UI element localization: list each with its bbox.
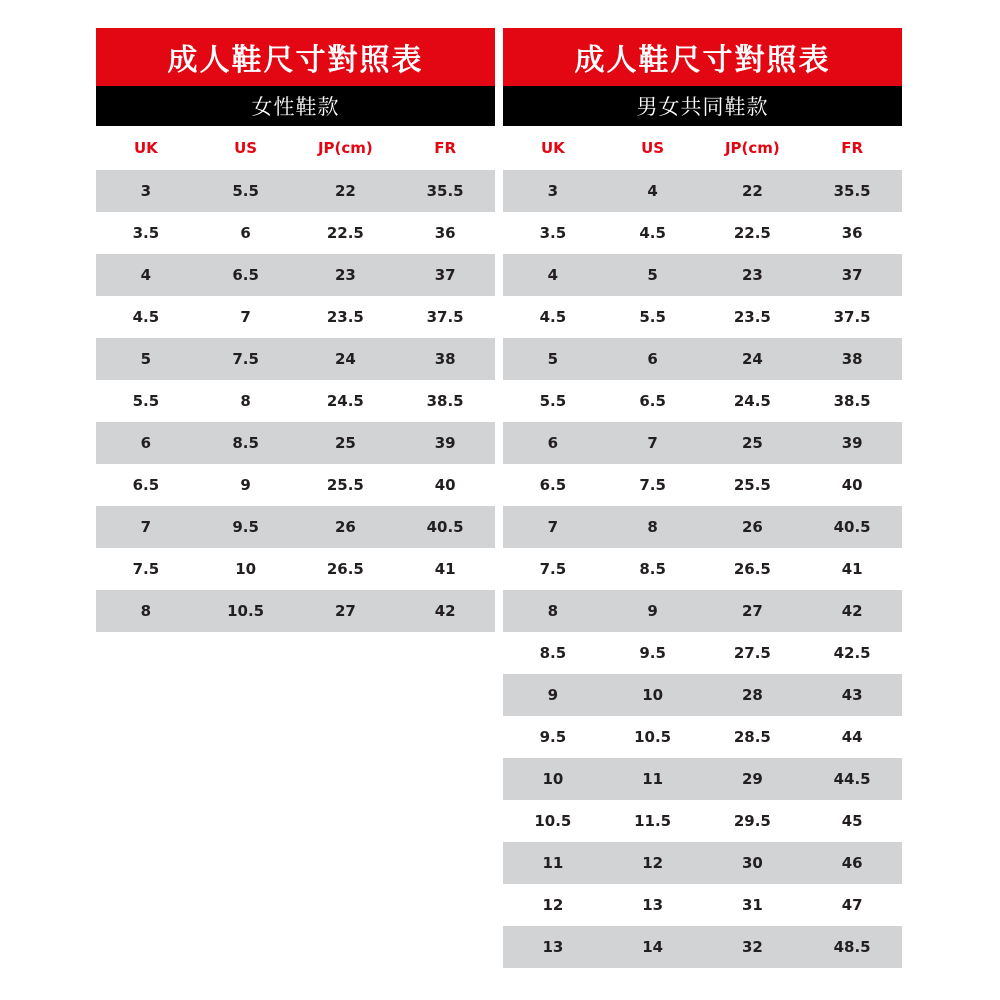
cell-fr: 42 [841, 602, 863, 620]
cell-us: 11.5 [634, 812, 672, 830]
cell-jp: 26 [334, 518, 356, 536]
table-row [503, 758, 902, 800]
table-title: 成人鞋尺寸對照表 [503, 28, 902, 86]
cell-uk: 5.5 [132, 392, 160, 410]
cell-fr: 36 [841, 224, 863, 242]
table-row [503, 800, 902, 842]
cell-jp: 23.5 [733, 308, 771, 326]
cell-jp: 29 [741, 770, 763, 788]
cell-fr: 39 [841, 434, 863, 452]
cell-jp: 27 [334, 602, 356, 620]
cell-fr: 38.5 [426, 392, 464, 410]
cell-fr: 40.5 [833, 518, 871, 536]
cell-jp: 23 [741, 266, 763, 284]
table-row [503, 842, 902, 884]
column-header-jp: JP(cm) [724, 139, 780, 157]
cell-uk: 6.5 [539, 476, 567, 494]
cell-us: 8.5 [232, 434, 259, 452]
cell-uk: 4 [140, 266, 152, 284]
table-row [503, 338, 902, 380]
table-header-row [96, 126, 495, 170]
column-header-us: US [641, 139, 665, 157]
cell-jp: 29.5 [733, 812, 771, 830]
cell-fr: 37 [434, 266, 456, 284]
cell-uk: 7.5 [539, 560, 567, 578]
table-row [503, 464, 902, 506]
table-row [503, 254, 902, 296]
column-header-uk: UK [133, 139, 158, 157]
cell-uk: 7 [140, 518, 152, 536]
cell-fr: 37 [841, 266, 863, 284]
cell-fr: 35.5 [426, 182, 464, 200]
table-row [96, 170, 495, 212]
cell-us: 8 [240, 392, 251, 410]
cell-jp: 27.5 [733, 644, 771, 662]
cell-jp: 25.5 [733, 476, 771, 494]
cell-us: 13 [642, 896, 664, 914]
cell-jp: 24.5 [733, 392, 771, 410]
cell-jp: 26.5 [326, 560, 364, 578]
cell-us: 10 [235, 560, 257, 578]
cell-us: 4 [647, 182, 658, 200]
cell-jp: 26.5 [733, 560, 771, 578]
cell-jp: 24.5 [326, 392, 364, 410]
cell-jp: 32 [741, 938, 763, 956]
cell-us: 7.5 [639, 476, 666, 494]
cell-us: 9 [240, 476, 251, 494]
table-row [503, 632, 902, 674]
cell-us: 7.5 [232, 350, 259, 368]
table-title: 成人鞋尺寸對照表 [96, 28, 495, 86]
cell-fr: 39 [434, 434, 456, 452]
cell-us: 12 [642, 854, 664, 872]
table-row [503, 716, 902, 758]
table-row [503, 884, 902, 926]
cell-uk: 4.5 [132, 308, 160, 326]
cell-fr: 46 [841, 854, 863, 872]
cell-fr: 43 [841, 686, 863, 704]
cell-uk: 9.5 [539, 728, 567, 746]
cell-us: 5.5 [639, 308, 666, 326]
cell-jp: 25.5 [326, 476, 364, 494]
table-row [503, 590, 902, 632]
cell-us: 5 [647, 266, 658, 284]
table-row [503, 296, 902, 338]
cell-uk: 4 [547, 266, 559, 284]
table-row [96, 212, 495, 254]
cell-uk: 5 [140, 350, 152, 368]
cell-jp: 30 [741, 854, 763, 872]
cell-us: 7 [240, 308, 251, 326]
cell-fr: 37.5 [426, 308, 464, 326]
cell-uk: 5.5 [539, 392, 567, 410]
cell-us: 11 [642, 770, 664, 788]
cell-fr: 38.5 [833, 392, 871, 410]
cell-uk: 10 [542, 770, 564, 788]
cell-uk: 9 [547, 686, 559, 704]
cell-fr: 36 [434, 224, 456, 242]
cell-us: 9.5 [639, 644, 666, 662]
column-header-us: US [234, 139, 258, 157]
cell-jp: 22.5 [326, 224, 364, 242]
cell-uk: 11 [542, 854, 564, 872]
cell-fr: 38 [434, 350, 456, 368]
table-subtitle: 女性鞋款 [96, 86, 495, 126]
cell-jp: 26 [741, 518, 763, 536]
cell-us: 14 [642, 938, 664, 956]
table-row [96, 422, 495, 464]
table-row [503, 380, 902, 422]
table-row [503, 548, 902, 590]
cell-uk: 4.5 [539, 308, 567, 326]
cell-jp: 22 [334, 182, 356, 200]
table-row [503, 422, 902, 464]
cell-uk: 6 [547, 434, 559, 452]
cell-fr: 41 [434, 560, 456, 578]
cell-fr: 44.5 [833, 770, 871, 788]
table-subtitle: 男女共同鞋款 [503, 86, 902, 126]
column-header-jp: JP(cm) [317, 139, 373, 157]
cell-uk: 8 [140, 602, 152, 620]
cell-us: 9.5 [232, 518, 259, 536]
cell-uk: 8 [547, 602, 559, 620]
cell-us: 4.5 [639, 224, 666, 242]
womens-size-table [96, 28, 495, 632]
cell-jp: 24 [334, 350, 356, 368]
cell-uk: 3 [547, 182, 559, 200]
cell-uk: 3 [140, 182, 152, 200]
table-row [503, 674, 902, 716]
cell-fr: 38 [841, 350, 863, 368]
cell-jp: 23 [334, 266, 356, 284]
cell-uk: 6.5 [132, 476, 160, 494]
column-header-fr: FR [434, 139, 457, 157]
cell-fr: 40 [841, 476, 863, 494]
table-header-row [503, 126, 902, 170]
table-row [96, 296, 495, 338]
cell-uk: 7.5 [132, 560, 160, 578]
cell-fr: 42.5 [833, 644, 871, 662]
cell-us: 9 [647, 602, 658, 620]
cell-jp: 25 [334, 434, 356, 452]
table-row [503, 506, 902, 548]
cell-fr: 35.5 [833, 182, 871, 200]
cell-us: 6 [240, 224, 251, 242]
cell-uk: 3.5 [132, 224, 160, 242]
cell-fr: 45 [841, 812, 863, 830]
table-row [503, 170, 902, 212]
cell-fr: 40 [434, 476, 456, 494]
column-header-fr: FR [841, 139, 864, 157]
cell-fr: 48.5 [833, 938, 871, 956]
cell-fr: 41 [841, 560, 863, 578]
cell-jp: 28 [741, 686, 763, 704]
cell-jp: 22 [741, 182, 763, 200]
table-row [96, 254, 495, 296]
cell-jp: 25 [741, 434, 763, 452]
cell-jp: 27 [741, 602, 763, 620]
table-row [503, 212, 902, 254]
cell-fr: 44 [841, 728, 863, 746]
cell-uk: 5 [547, 350, 559, 368]
column-header-uk: UK [540, 139, 565, 157]
table-row [96, 338, 495, 380]
table-row [96, 464, 495, 506]
cell-fr: 42 [434, 602, 456, 620]
cell-uk: 13 [542, 938, 564, 956]
cell-us: 6 [647, 350, 658, 368]
cell-us: 6.5 [232, 266, 259, 284]
cell-us: 10.5 [227, 602, 265, 620]
cell-us: 10 [642, 686, 664, 704]
cell-jp: 31 [741, 896, 763, 914]
cell-us: 8.5 [639, 560, 666, 578]
table-row [96, 380, 495, 422]
cell-jp: 28.5 [733, 728, 771, 746]
cell-fr: 37.5 [833, 308, 871, 326]
table-row [503, 926, 902, 968]
unisex-size-table [503, 28, 902, 968]
cell-uk: 3.5 [539, 224, 567, 242]
table-body [503, 170, 902, 968]
cell-us: 5.5 [232, 182, 259, 200]
cell-jp: 23.5 [326, 308, 364, 326]
table-row [96, 548, 495, 590]
cell-uk: 12 [542, 896, 564, 914]
cell-jp: 24 [741, 350, 763, 368]
cell-uk: 6 [140, 434, 152, 452]
cell-jp: 22.5 [733, 224, 771, 242]
cell-uk: 10.5 [534, 812, 572, 830]
cell-uk: 8.5 [539, 644, 567, 662]
cell-us: 8 [647, 518, 658, 536]
cell-us: 10.5 [634, 728, 672, 746]
cell-us: 6.5 [639, 392, 666, 410]
cell-us: 7 [647, 434, 658, 452]
cell-uk: 7 [547, 518, 559, 536]
cell-fr: 47 [841, 896, 863, 914]
cell-fr: 40.5 [426, 518, 464, 536]
table-row [96, 506, 495, 548]
table-body [96, 170, 495, 632]
table-row [96, 590, 495, 632]
